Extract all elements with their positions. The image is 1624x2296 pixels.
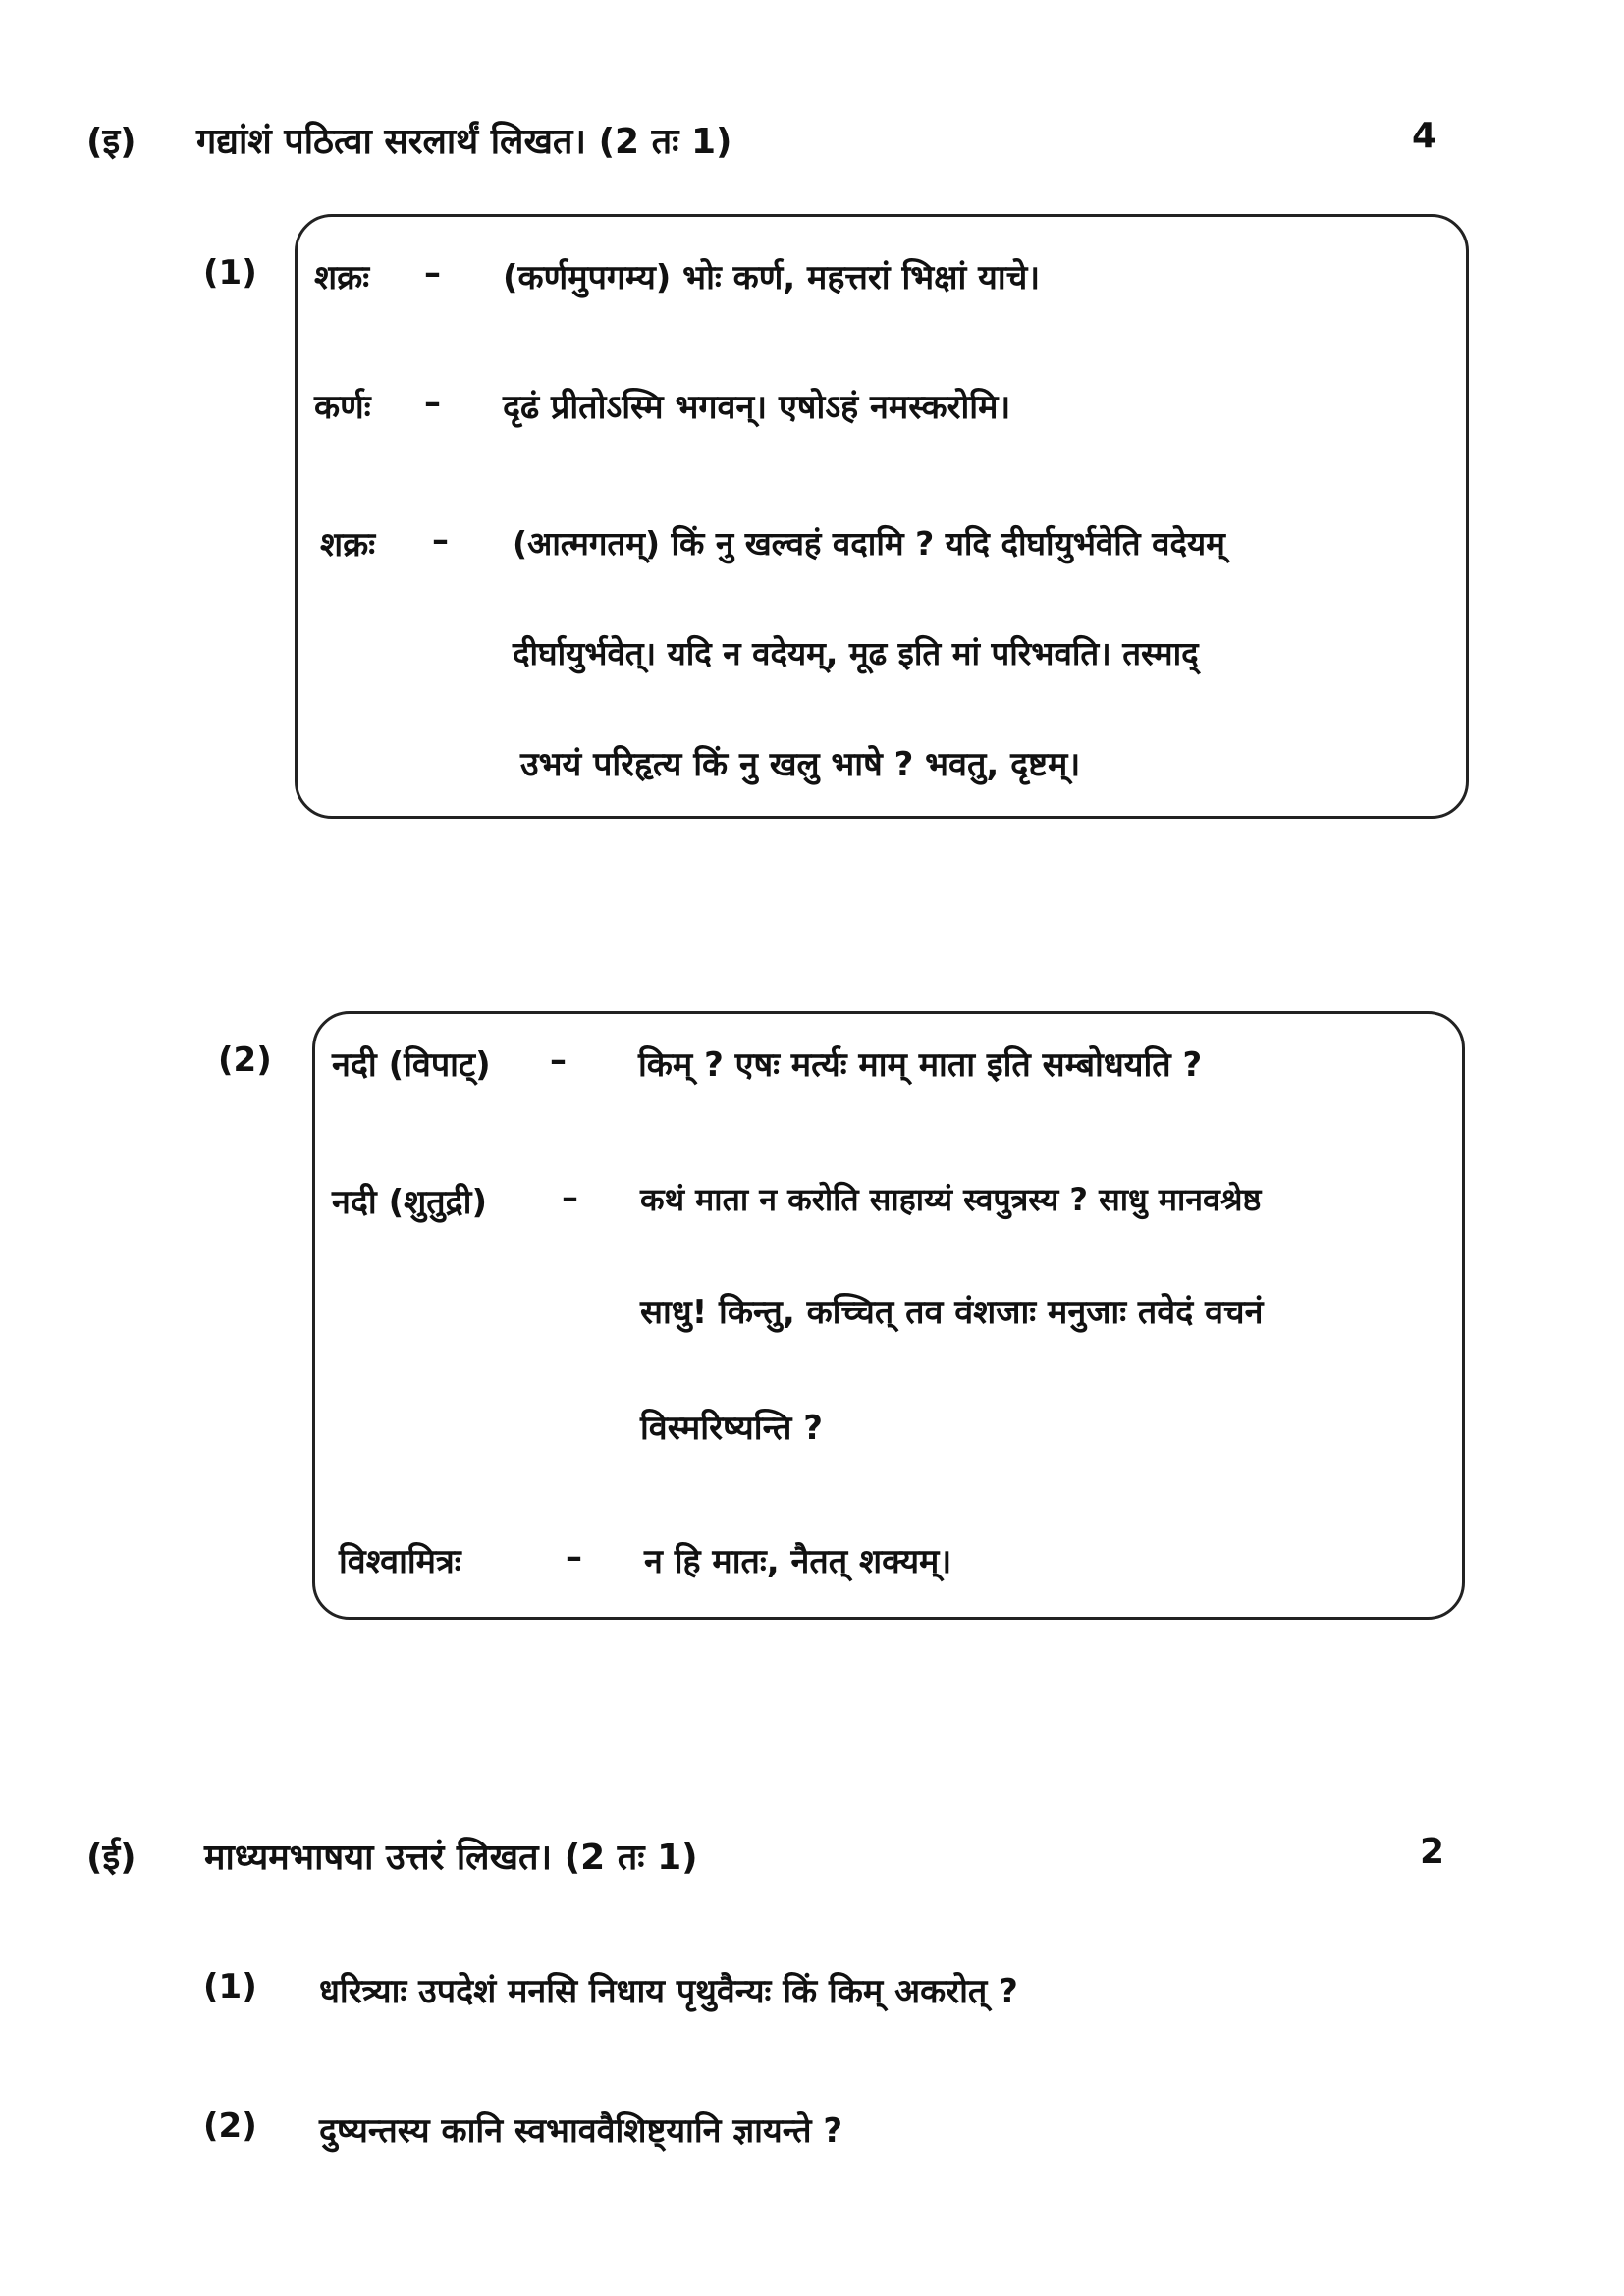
section-instruction: गद्यांशं पठित्वा सरलार्थं लिखत। (2 तः 1)	[196, 122, 732, 162]
section-marks: 4	[1412, 116, 1437, 156]
question-number: (1)	[203, 1967, 257, 2006]
dialogue-line: न हि मातः, नैतत् शक्यम्।	[644, 1542, 952, 1581]
dialogue-dash: –	[432, 520, 449, 560]
speaker-label: नदी (विपाट्)	[332, 1045, 491, 1085]
dialogue-dash: –	[566, 1537, 582, 1576]
continuation-line: दीर्घायुर्भवेत्। यदि न वदेयम्, मूढ इति मां परिभवति। तस्माद्	[513, 634, 1199, 672]
speaker-label: नदी (शुतुद्री)	[332, 1183, 488, 1222]
dialogue-line: कथं माता न करोति साहाय्यं स्वपुत्रस्य ? साधु मानवश्रेष्ठ	[640, 1181, 1262, 1218]
speaker-label: शक्रः	[314, 258, 370, 297]
section-label: (इ)	[86, 122, 136, 162]
question-text: धरित्र्याः उपदेशं मनसि निधाय पृथुवैन्यः किं किम् अकरोत् ?	[319, 1972, 1018, 2011]
dialogue-dash: –	[424, 383, 441, 422]
passage-number: (1)	[203, 253, 257, 293]
passage-box	[295, 214, 1469, 819]
dialogue-dash: –	[562, 1178, 578, 1217]
question-number: (2)	[203, 2107, 257, 2146]
section-label: (ई)	[86, 1838, 136, 1878]
dialogue-dash: –	[424, 253, 441, 293]
passage-number: (2)	[218, 1041, 272, 1080]
dialogue-line: दृढं प्रीतोऽस्मि भगवन्। एषोऽहं नमस्करोमि।	[503, 388, 1011, 427]
continuation-line: उभयं परिहृत्य किं नु खलु भाषे ? भवतु, दृष्टम्।	[520, 745, 1081, 784]
speaker-label: शक्रः	[320, 525, 376, 564]
continuation-line: साधु! किन्तु, कच्चित् तव वंशजाः मनुजाः तवेदं वचनं	[640, 1293, 1264, 1332]
dialogue-line: (आत्मगतम्) किं नु खल्वहं वदामि ? यदि दीर्घायुर्भवेति वदेयम्	[513, 524, 1225, 562]
dialogue-line: (कर्णमुपगम्य) भोः कर्ण, महत्तरां भिक्षां याचे।	[503, 258, 1041, 297]
question-text: दुष्यन्तस्य कानि स्वभाववैशिष्ट्यानि ज्ञायन्ते ?	[319, 2111, 843, 2151]
section-instruction: माध्यमभाषया उत्तरं लिखत। (2 तः 1)	[204, 1838, 698, 1878]
speaker-label: कर्णः	[314, 388, 371, 427]
dialogue-line: किम् ? एषः मर्त्यः माम् माता इति सम्बोधयति ?	[638, 1045, 1203, 1085]
continuation-line: विस्मरिष्यन्ति ?	[640, 1409, 823, 1448]
dialogue-dash: –	[550, 1041, 567, 1080]
section-marks: 2	[1420, 1832, 1445, 1872]
speaker-label: विश्वामित्रः	[339, 1542, 461, 1581]
